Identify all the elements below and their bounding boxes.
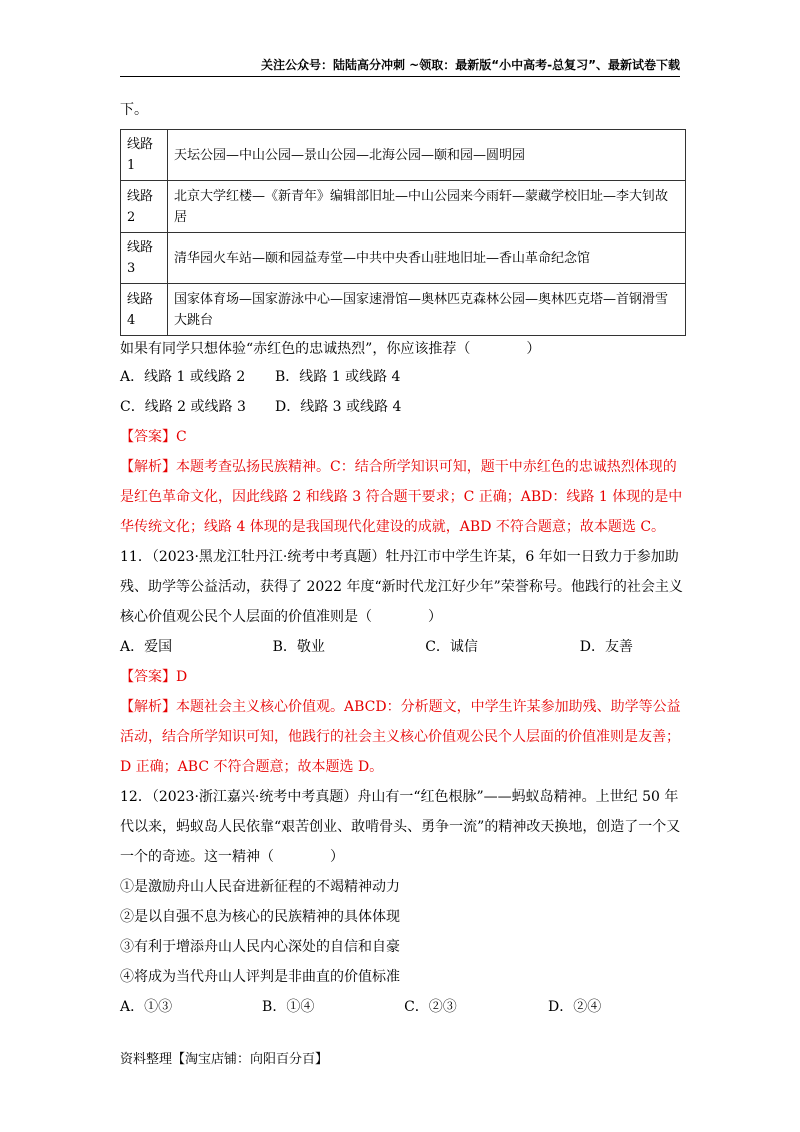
option: C．诚信 [425,639,478,655]
option: A．线路 1 或线路 2 [120,369,246,385]
question-text: 12．（2023·浙江嘉兴·统考中考真题）舟山有一“红色根脉”——蚂蚁岛精神。上世纪 50 年代以来，蚂蚁岛人民依靠“艰苦创业、敢啃骨头、勇争一流”的精神改天换地，创造了一个又一个的奇迹。这一精神（ ） [120,789,681,865]
answer-text: 【答案】D [120,669,188,685]
route-name: 线路1 [121,130,168,181]
option: B．敬业 [272,639,325,655]
option: C．线路 2 或线路 3 [120,399,246,415]
option: A．爱国 [120,639,173,655]
table-row [121,181,686,233]
page-header: 关注公众号：陆陆高分冲刺 ~领取：最新版“小中高考-总复习”、最新试卷下载 [120,58,680,77]
statement: ④将成为当代舟山人评判是非曲直的价值标准 [120,969,400,985]
route-name: 线路3 [121,233,168,284]
statement: ①是激励舟山人民奋进新征程的不竭精神动力 [120,879,400,895]
answer-text: 【答案】C [120,429,187,445]
intro-text: 下。 [120,102,148,118]
question-text: 如果有同学只想体验“赤红色的忠诚热烈”，你应该推荐（ ） [120,341,541,357]
analysis-text: 【解析】本题社会主义核心价值观。ABCD：分析题文，中学生许某参加助残、助学等公益活动，结合所学知识可知，他践行的社会主义核心价值观公民个人层面的价值准则是友善；D 正确；ABC 不符合题意；故本题选 D。 [120,699,681,775]
options-row [120,992,690,1022]
page-footer: 资料整理【淘宝店铺：向阳百分百】 [120,1052,329,1067]
table-row [121,130,686,181]
table-row [121,233,686,284]
route-desc: 国家体育场—国家游泳中心—国家速滑馆—奥林匹克森林公园—奥林匹克塔—首钢滑雪大跳台 [168,284,686,336]
option: D．线路 3 或线路 4 [275,399,402,415]
options-row [120,362,690,392]
page-content [120,95,690,1022]
route-desc: 清华园火车站—颐和园益寿堂—中共中央香山驻地旧址—香山革命纪念馆 [168,233,686,284]
statement: ②是以自强不息为核心的民族精神的具体体现 [120,909,400,925]
route-desc: 北京大学红楼—《新青年》编辑部旧址—中山公园来今雨轩—蒙藏学校旧址—李大钊故居 [168,181,686,233]
question-text: 11．（2023·黑龙江牡丹江·统考中考真题）牡丹江市中学生许某，6 年如一日致力于参加助残、助学等公益活动，获得了 2022 年度“新时代龙江好少年”荣誉称号。他践行的社会主义核心价值观公民个人层面的价值准则是（ ） [120,549,683,625]
table-row [121,284,686,336]
option: B．线路 1 或线路 4 [275,369,401,385]
route-name: 线路4 [121,284,168,336]
route-name: 线路2 [121,181,168,233]
options-row [120,632,690,662]
analysis-text: 【解析】本题考查弘扬民族精神。C：结合所学知识可知，题干中赤红色的忠诚热烈体现的是红色革命文化，因此线路 2 和线路 3 符合题干要求；C 正确；ABD：线路 1 体现的是中华传统文化；线路 4 体现的是我国现代化建设的成就，ABD 不符合题意；故本题选 C。 [120,459,683,535]
routes-table [120,129,686,336]
options-row [120,392,690,422]
option: D．②④ [547,999,602,1015]
option: C．②③ [404,999,457,1015]
route-desc: 天坛公园—中山公园—景山公园—北海公园—颐和园—圆明园 [168,130,686,181]
option: D．友善 [579,639,633,655]
statement: ③有利于增添舟山人民内心深处的自信和自豪 [120,939,400,955]
option: A．①③ [120,999,173,1015]
option: B．①④ [262,999,315,1015]
